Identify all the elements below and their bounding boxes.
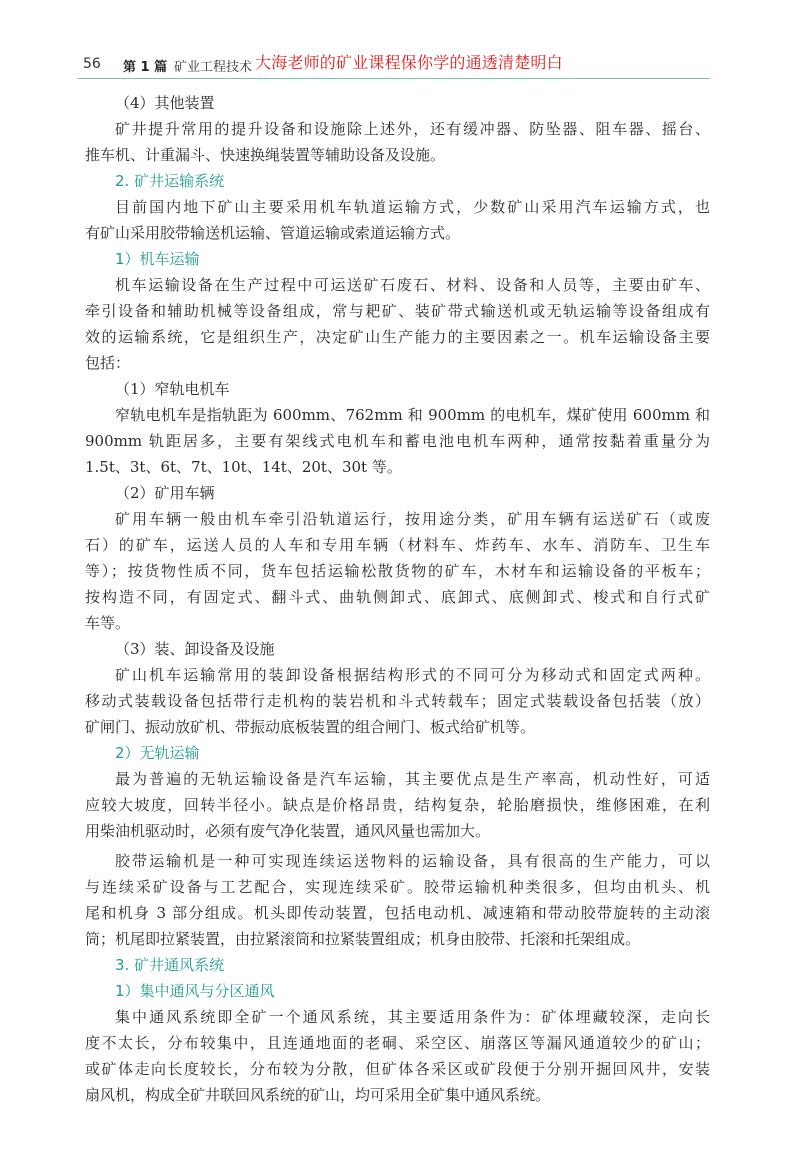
paragraph <box>85 848 710 952</box>
paragraph <box>85 194 710 246</box>
header-rule <box>78 78 710 79</box>
section-heading: 3. 矿井通风系统 <box>115 956 225 974</box>
subsection-heading: （2）矿用车辆 <box>115 484 215 502</box>
text-line: 尾和机身 3 部分组成。机头即传动装置，包括电动机、减速箱和带动胶带旋转的主动滚 <box>85 904 710 922</box>
text-line: 有矿山采用胶带输送机运输、管道运输或索道运输方式。 <box>85 224 461 242</box>
text-line: 目前国内地下矿山主要采用机车轨道运输方式，少数矿山采用汽车运输方式，也 <box>115 198 710 216</box>
text-line: 1.5t、3t、6t、7t、10t、14t、20t、30t 等。 <box>85 458 402 476</box>
paragraph <box>85 272 710 376</box>
text-line: 石）的矿车，运送人员的人车和专用车辆（材料车、炸药车、水车、消防车、卫生车 <box>85 536 710 554</box>
text-line: 最为普遍的无轨运输设备是汽车运输，其主要优点是生产率高，机动性好，可适 <box>115 770 710 788</box>
text-line: 推车机、计重漏斗、快速换绳装置等辅助设备及设施。 <box>85 146 446 164</box>
paragraph <box>85 506 710 636</box>
text-line: 效的运输系统，它是组织生产，决定矿山生产能力的主要因素之一。机车运输设备主要 <box>85 328 710 346</box>
section-heading: 1）机车运输 <box>115 250 200 268</box>
text-line: 集中通风系统即全矿一个通风系统，其主要适用条件为：矿体埋藏较深，走向长 <box>115 1008 710 1026</box>
text-line: 包括： <box>85 354 131 372</box>
text-line: 移动式装载设备包括带行走机构的装岩机和斗式转载车；固定式装载设备包括装（放） <box>85 692 710 710</box>
text-line: 与连续采矿设备与工艺配合，实现连续采矿。胶带运输机种类很多，但均由机头、机 <box>85 878 710 896</box>
section-heading: 2）无轨运输 <box>115 744 200 762</box>
paragraph <box>85 662 710 740</box>
part-label: 第 1 篇 <box>123 60 168 75</box>
text-line: 等）；按货物性质不同，货车包括运输松散货物的矿车，木材车和运输设备的平板车； <box>85 562 710 580</box>
text-line: 度不太长，分布较集中，且连通地面的老硐、采空区、崩落区等漏风通道较少的矿山； <box>85 1034 710 1052</box>
text-line: 矿井提升常用的提升设备和设施除上述外，还有缓冲器、防坠器、阻车器、摇台、 <box>115 120 710 138</box>
text-line: 胶带运输机是一种可实现连续运送物料的运输设备，具有很高的生产能力，可以 <box>115 852 710 870</box>
text-line: 900mm 轨距居多，主要有架线式电机车和蓄电池电机车两种，通常按黏着重量分为 <box>85 432 710 450</box>
paragraph <box>85 766 710 844</box>
page-body <box>85 90 710 1108</box>
text-line: 矿山机车运输常用的装卸设备根据结构形式的不同可分为移动式和固定式两种。 <box>115 666 710 684</box>
page-number: 56 <box>83 56 101 72</box>
subsection-heading: （3）装、卸设备及设施 <box>115 640 275 658</box>
section-heading: 2. 矿井运输系统 <box>115 172 225 190</box>
watermark-text: 大海老师的矿业课程保你学的通透清楚明白 <box>255 53 563 72</box>
text-line: 窄轨电机车是指轨距为 600mm、762mm 和 900mm 的电机车，煤矿使用 600mm 和 <box>115 406 710 424</box>
text-line: 应较大坡度，回转半径小。缺点是价格昂贵，结构复杂，轮胎磨损快，维修困难，在利 <box>85 796 710 814</box>
paragraph <box>85 1004 710 1108</box>
section-heading: 1）集中通风与分区通风 <box>115 982 275 1000</box>
section-title: 矿业工程技术 <box>174 60 253 75</box>
text-line: 矿闸门、振动放矿机、带振动底板装置的组合闸门、板式给矿机等。 <box>85 718 536 736</box>
text-line: 矿用车辆一般由机车牵引沿轨道运行，按用途分类，矿用车辆有运送矿石（或废 <box>115 510 710 528</box>
text-line: 机车运输设备在生产过程中可运送矿石废石、材料、设备和人员等，主要由矿车、 <box>115 276 710 294</box>
text-line: 车等。 <box>85 614 131 632</box>
text-line: 牵引设备和辅助机械等设备组成，常与耙矿、装矿带式输送机或无轨运输等设备组成有 <box>85 302 710 320</box>
text-line: 扇风机，构成全矿井联回风系统的矿山，均可采用全矿集中通风系统。 <box>85 1086 551 1104</box>
paragraph <box>85 402 710 480</box>
text-line: 用柴油机驱动时，必须有废气净化装置，通风风量也需加大。 <box>85 822 491 840</box>
page-header <box>0 0 800 82</box>
subsection-heading: （1）窄轨电机车 <box>115 380 230 398</box>
subsection-heading: （4）其他装置 <box>115 94 215 112</box>
text-line: 筒；机尾即拉紧装置，由拉紧滚筒和拉紧装置组成；机身由胶带、托滚和托架组成。 <box>85 930 641 948</box>
text-line: 或矿体走向长度较长，分布较为分散，但矿体各采区或矿段便于分别开掘回风井，安装 <box>85 1060 710 1078</box>
text-line: 按构造不同，有固定式、翻斗式、曲轨侧卸式、底卸式、底侧卸式、梭式和自行式矿 <box>85 588 710 606</box>
paragraph <box>85 116 710 168</box>
